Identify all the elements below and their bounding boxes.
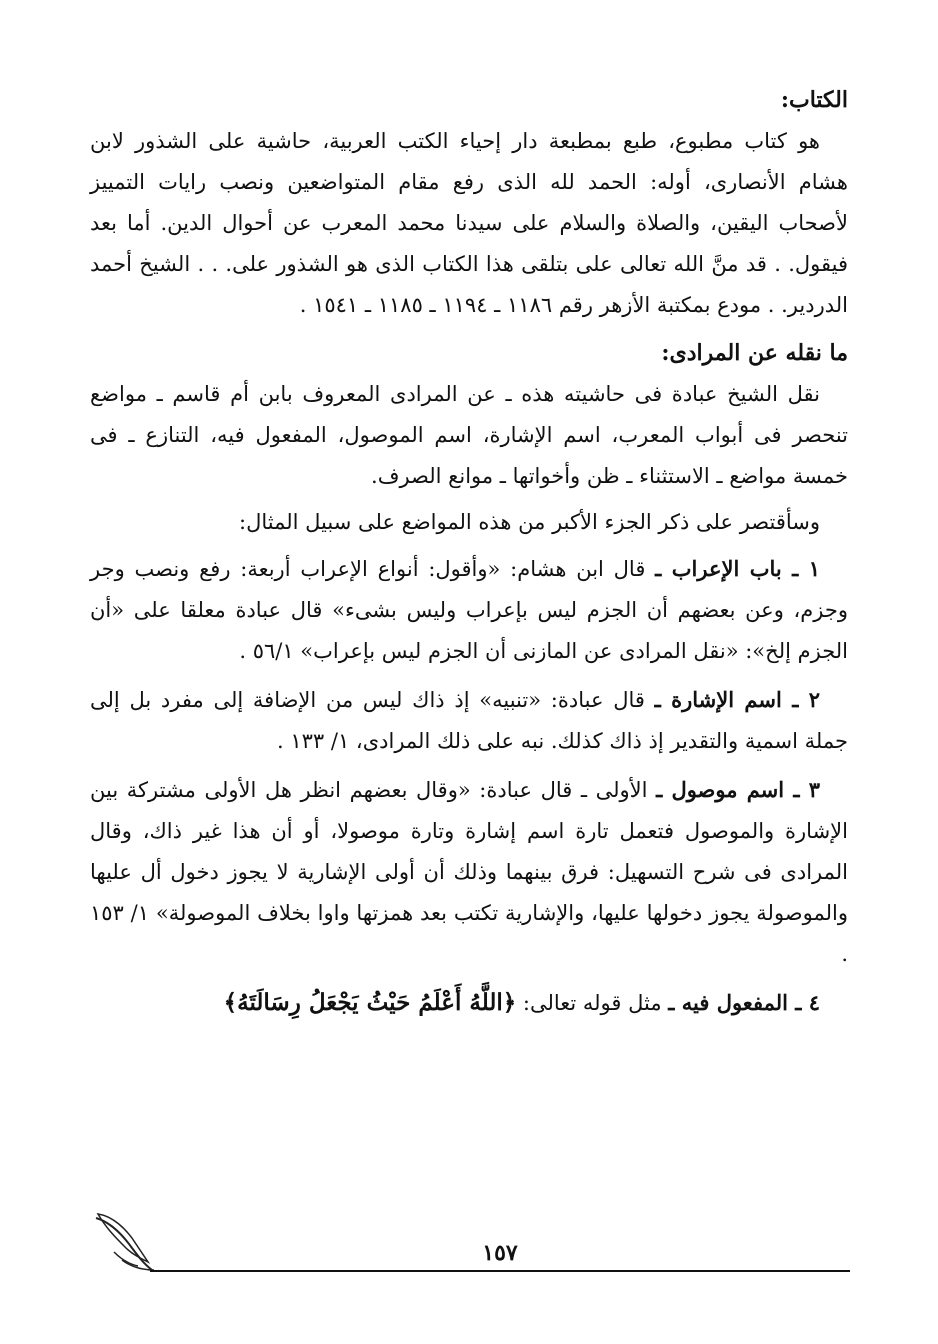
page-footer xyxy=(150,1238,850,1278)
item-4 xyxy=(90,982,848,1024)
intro-paragraph: وسأقتصر على ذكر الجزء الأكبر من هذه المواضع على سبيل المثال: xyxy=(239,510,820,534)
item-3 xyxy=(90,769,848,975)
quran-verse: ﴿اللَّهُ أَعْلَمُ حَيْثُ يَجْعَلُ رِسَالَتَهُ﴾ xyxy=(223,989,517,1016)
item-3-title: ٣ ـ اسم موصول ـ xyxy=(656,777,820,802)
book-heading: الكتاب: xyxy=(780,87,848,113)
book-paragraph: هو كتاب مطبوع، طبع بمطبعة دار إحياء الكتب العربية، حاشية على الشذور لابن هشام الأنصارى، أوله: الحمد لله الذى رفع مقام المتواضعين ونصب رايات التمييز لأصحاب اليقين، والصلاة والسلام على سيدنا محمد المعرب عن أحوال الدين. أما بعد فيقول. . قد منَّ الله تعالى على بتلقى هذا الكتاب الذى هو الشذور على. . . الشيخ أحمد الدردير. . مودع بمكتبة الأزهر رقم ١١٨٦ ـ ١١٩٤ ـ ١١٨٥ ـ ١٥٤١ . xyxy=(90,129,848,317)
item-4-body: مثل قوله تعالى: xyxy=(516,991,669,1015)
muradi-paragraph: نقل الشيخ عبادة فى حاشيته هذه ـ عن المرادى المعروف بابن أم قاسم ـ مواضع تنحصر فى أبواب المعرب، اسم الإشارة، اسم الموصول، المفعول فيه، التنازع ـ فى خمسة مواضع ـ الاستثناء ـ ظن وأخواتها ـ موانع الصرف. xyxy=(90,382,848,488)
footer-rule xyxy=(150,1270,850,1272)
muradi-heading: ما نقله عن المرادى: xyxy=(661,340,848,366)
item-4-title: ٤ ـ المفعول فيه ـ xyxy=(668,990,820,1015)
item-3-body: الأولى ـ قال عبادة: «وقال بعضهم انظر هل الأولى مشتركة بين الإشارة والموصول فتعمل تارة اسم إشارة وتارة موصولا، أو أن هذا غير ذاك، وقال المرادى فى شرح التسهيل: فرق بينهما وذلك أن أولى الإشارية لا يجوز دخول أل عليها والموصولة يجوز دخولها عليها، والإشارية تكتب بعد همزتها واوا بخلاف الموصولة» ١/ ١٥٣ . xyxy=(90,778,848,966)
item-2 xyxy=(90,679,848,762)
item-1 xyxy=(90,548,848,672)
item-2-body: قال عبادة: «تنبيه» إذ ذاك ليس من الإضافة إلى مفرد بل إلى جملة اسمية والتقدير إذ ذاك كذلك. نبه على ذلك المرادى، ١/ ١٣٣ . xyxy=(90,688,848,753)
page-body xyxy=(90,80,848,1031)
item-1-body: قال ابن هشام: «وأقول: أنواع الإعراب أربعة: رفع ونصب وجر وجزم، وعن بعضهم أن الجزم ليس بإعراب وليس بشىء» قال عبادة معلقا على «أن الجزم إلخ»: «نقل المرادى عن المازنى أن الجزم ليس بإعراب» ٥٦/١ . xyxy=(90,557,848,663)
page-number: ١٥٧ xyxy=(482,1240,518,1266)
item-1-title: ١ ـ باب الإعراب ـ xyxy=(655,556,820,581)
item-2-title: ٢ ـ اسم الإشارة ـ xyxy=(654,687,820,712)
